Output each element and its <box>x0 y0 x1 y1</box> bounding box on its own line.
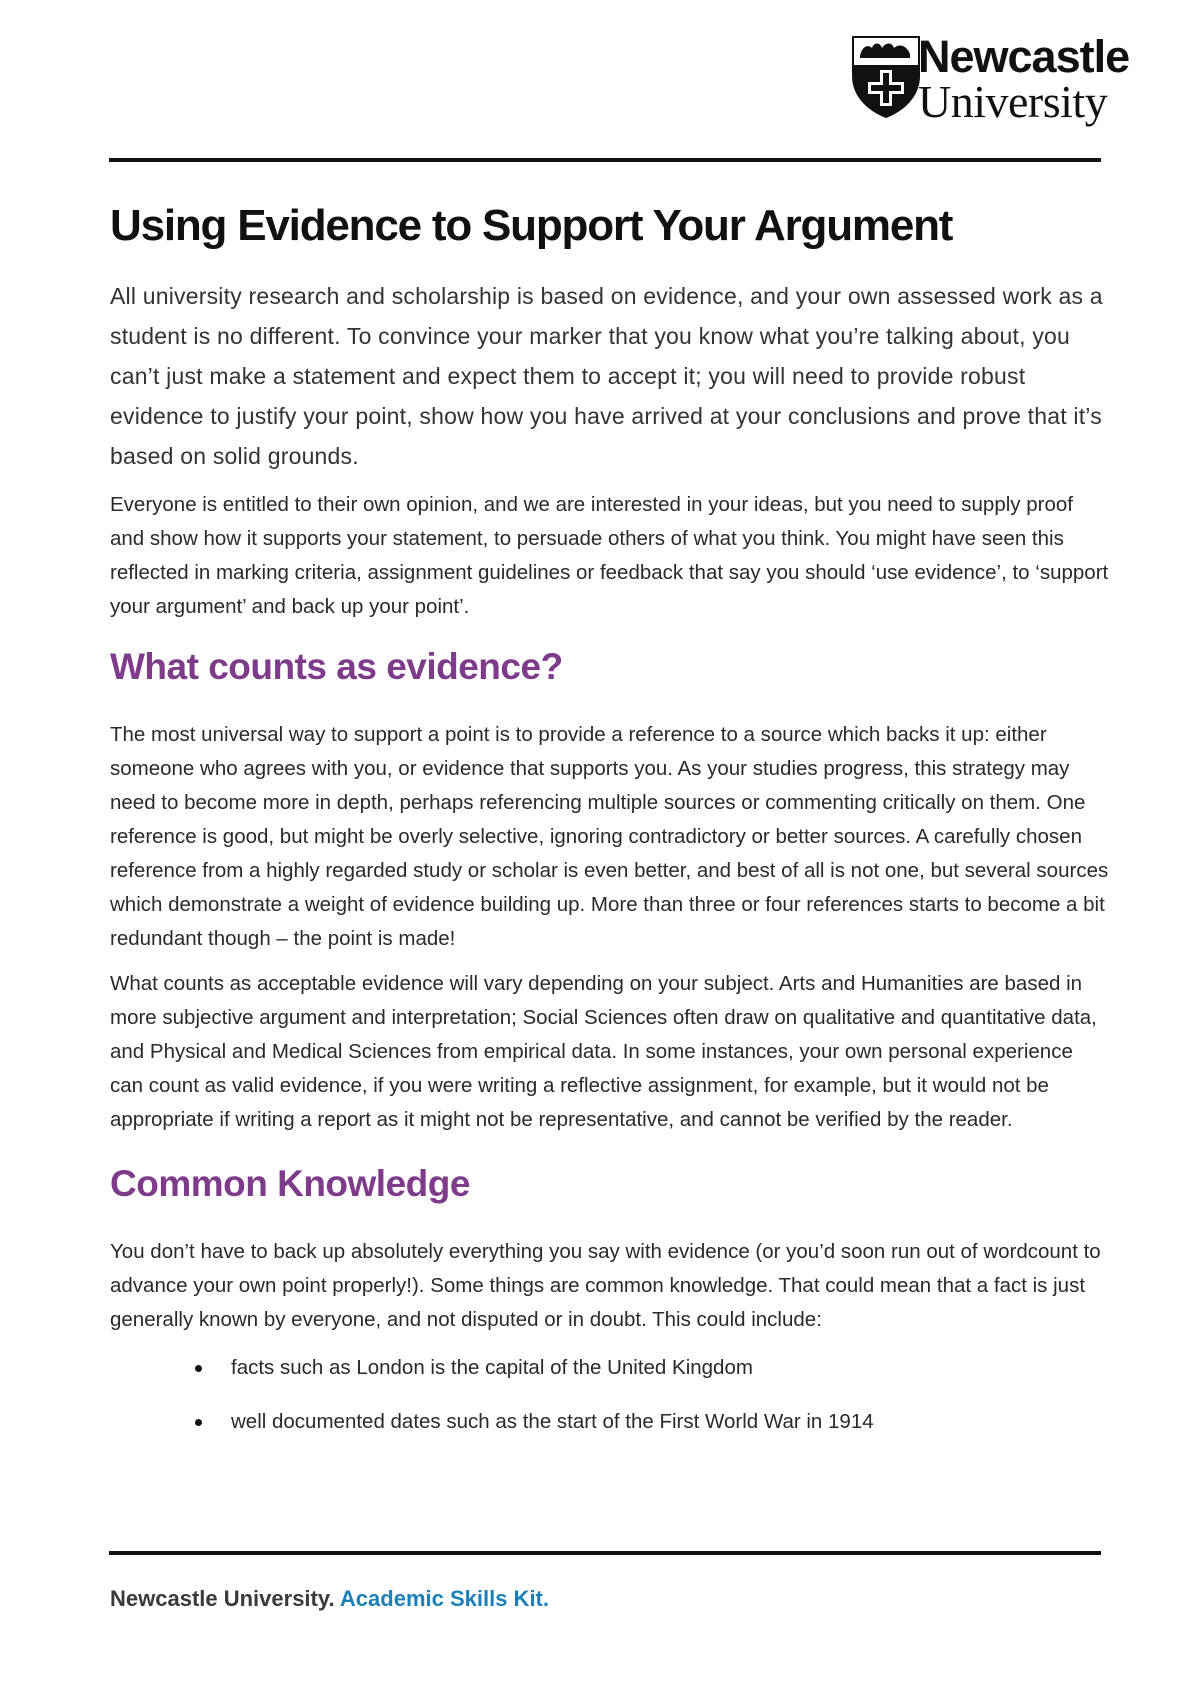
footer-kit-name: Academic Skills Kit <box>339 1586 543 1611</box>
footer-separator: . <box>328 1586 340 1611</box>
university-logo <box>850 31 1164 127</box>
common-knowledge-paragraph: You don’t have to back up absolutely everything you say with evidence (or you’d soon run out of wordcount to advance your own point properly!). Some things are common knowledge. That could mean that a fact is just generally known by everyone, and not disputed or in doubt. This could include: <box>110 1240 1101 1331</box>
document-body <box>110 196 1110 1459</box>
logo-line-newcastle: Newcastle <box>918 31 1130 82</box>
bottom-divider <box>109 1551 1101 1555</box>
footer-end: . <box>542 1586 550 1611</box>
list-item-text: facts such as London is the capital of the United Kingdom <box>231 1356 753 1379</box>
list-item-text: well documented dates such as the start of the First World War in 1914 <box>231 1410 874 1433</box>
page-title: Using Evidence to Support Your Argument <box>110 201 953 250</box>
evidence-paragraph-1: The most universal way to support a point is to provide a reference to a source which backs it up: either someone who agrees with you, or evidence that supports you. As your studies progress, this strategy may need to become more in depth, perhaps referencing multiple sources or commenting critically on them. One reference is good, but might be overly selective, ignoring contradictory or better sources. A carefully chosen reference from a highly regarded study or scholar is even better, and best of all is not one, but several sources which demonstrate a weight of evidence building up. More than three or four references starts to become a bit redundant though – the point is made! <box>110 723 1109 950</box>
list-item <box>110 1351 1110 1385</box>
list-item <box>110 1405 1110 1439</box>
top-divider <box>109 158 1101 162</box>
footer-org: Newcastle University <box>110 1586 329 1611</box>
common-knowledge-list <box>110 1351 1110 1439</box>
bullet-icon <box>195 1365 202 1372</box>
intro-paragraph: Everyone is entitled to their own opinion, and we are interested in your ideas, but you need to supply proof and show how it supports your statement, to persuade others of what you think. You might have seen this reflected in marking criteria, assignment guidelines or feedback that say you should ‘use evidence’, to ‘support your argument’ and back up your point’. <box>110 493 1109 618</box>
section-heading-evidence: What counts as evidence? <box>110 646 563 687</box>
bullet-icon <box>195 1419 202 1426</box>
evidence-paragraph-2: What counts as acceptable evidence will vary depending on your subject. Arts and Humanities are based in more subjective argument and interpretation; Social Sciences often draw on qualitative and quantitative data, and Physical and Medical Sciences from empirical data. In some instances, your own personal experience can count as valid evidence, if you were writing a reflective assignment, for example, but it would not be appropriate if writing a report as it might not be representative, and cannot be verified by the reader. <box>110 972 1097 1131</box>
logo-line-university: University <box>918 76 1108 127</box>
section-heading-common-knowledge: Common Knowledge <box>110 1163 470 1204</box>
footer <box>110 1586 549 1612</box>
crest-icon <box>850 34 922 120</box>
intro-lead-paragraph: All university research and scholarship is based on evidence, and your own assessed work as a student is no different. To convince your marker that you know what you’re talking about, you can’t just make a statement and expect them to accept it; you will need to provide robust evidence to justify your point, show how you have arrived at your conclusions and prove that it’s based on solid grounds. <box>110 283 1103 469</box>
